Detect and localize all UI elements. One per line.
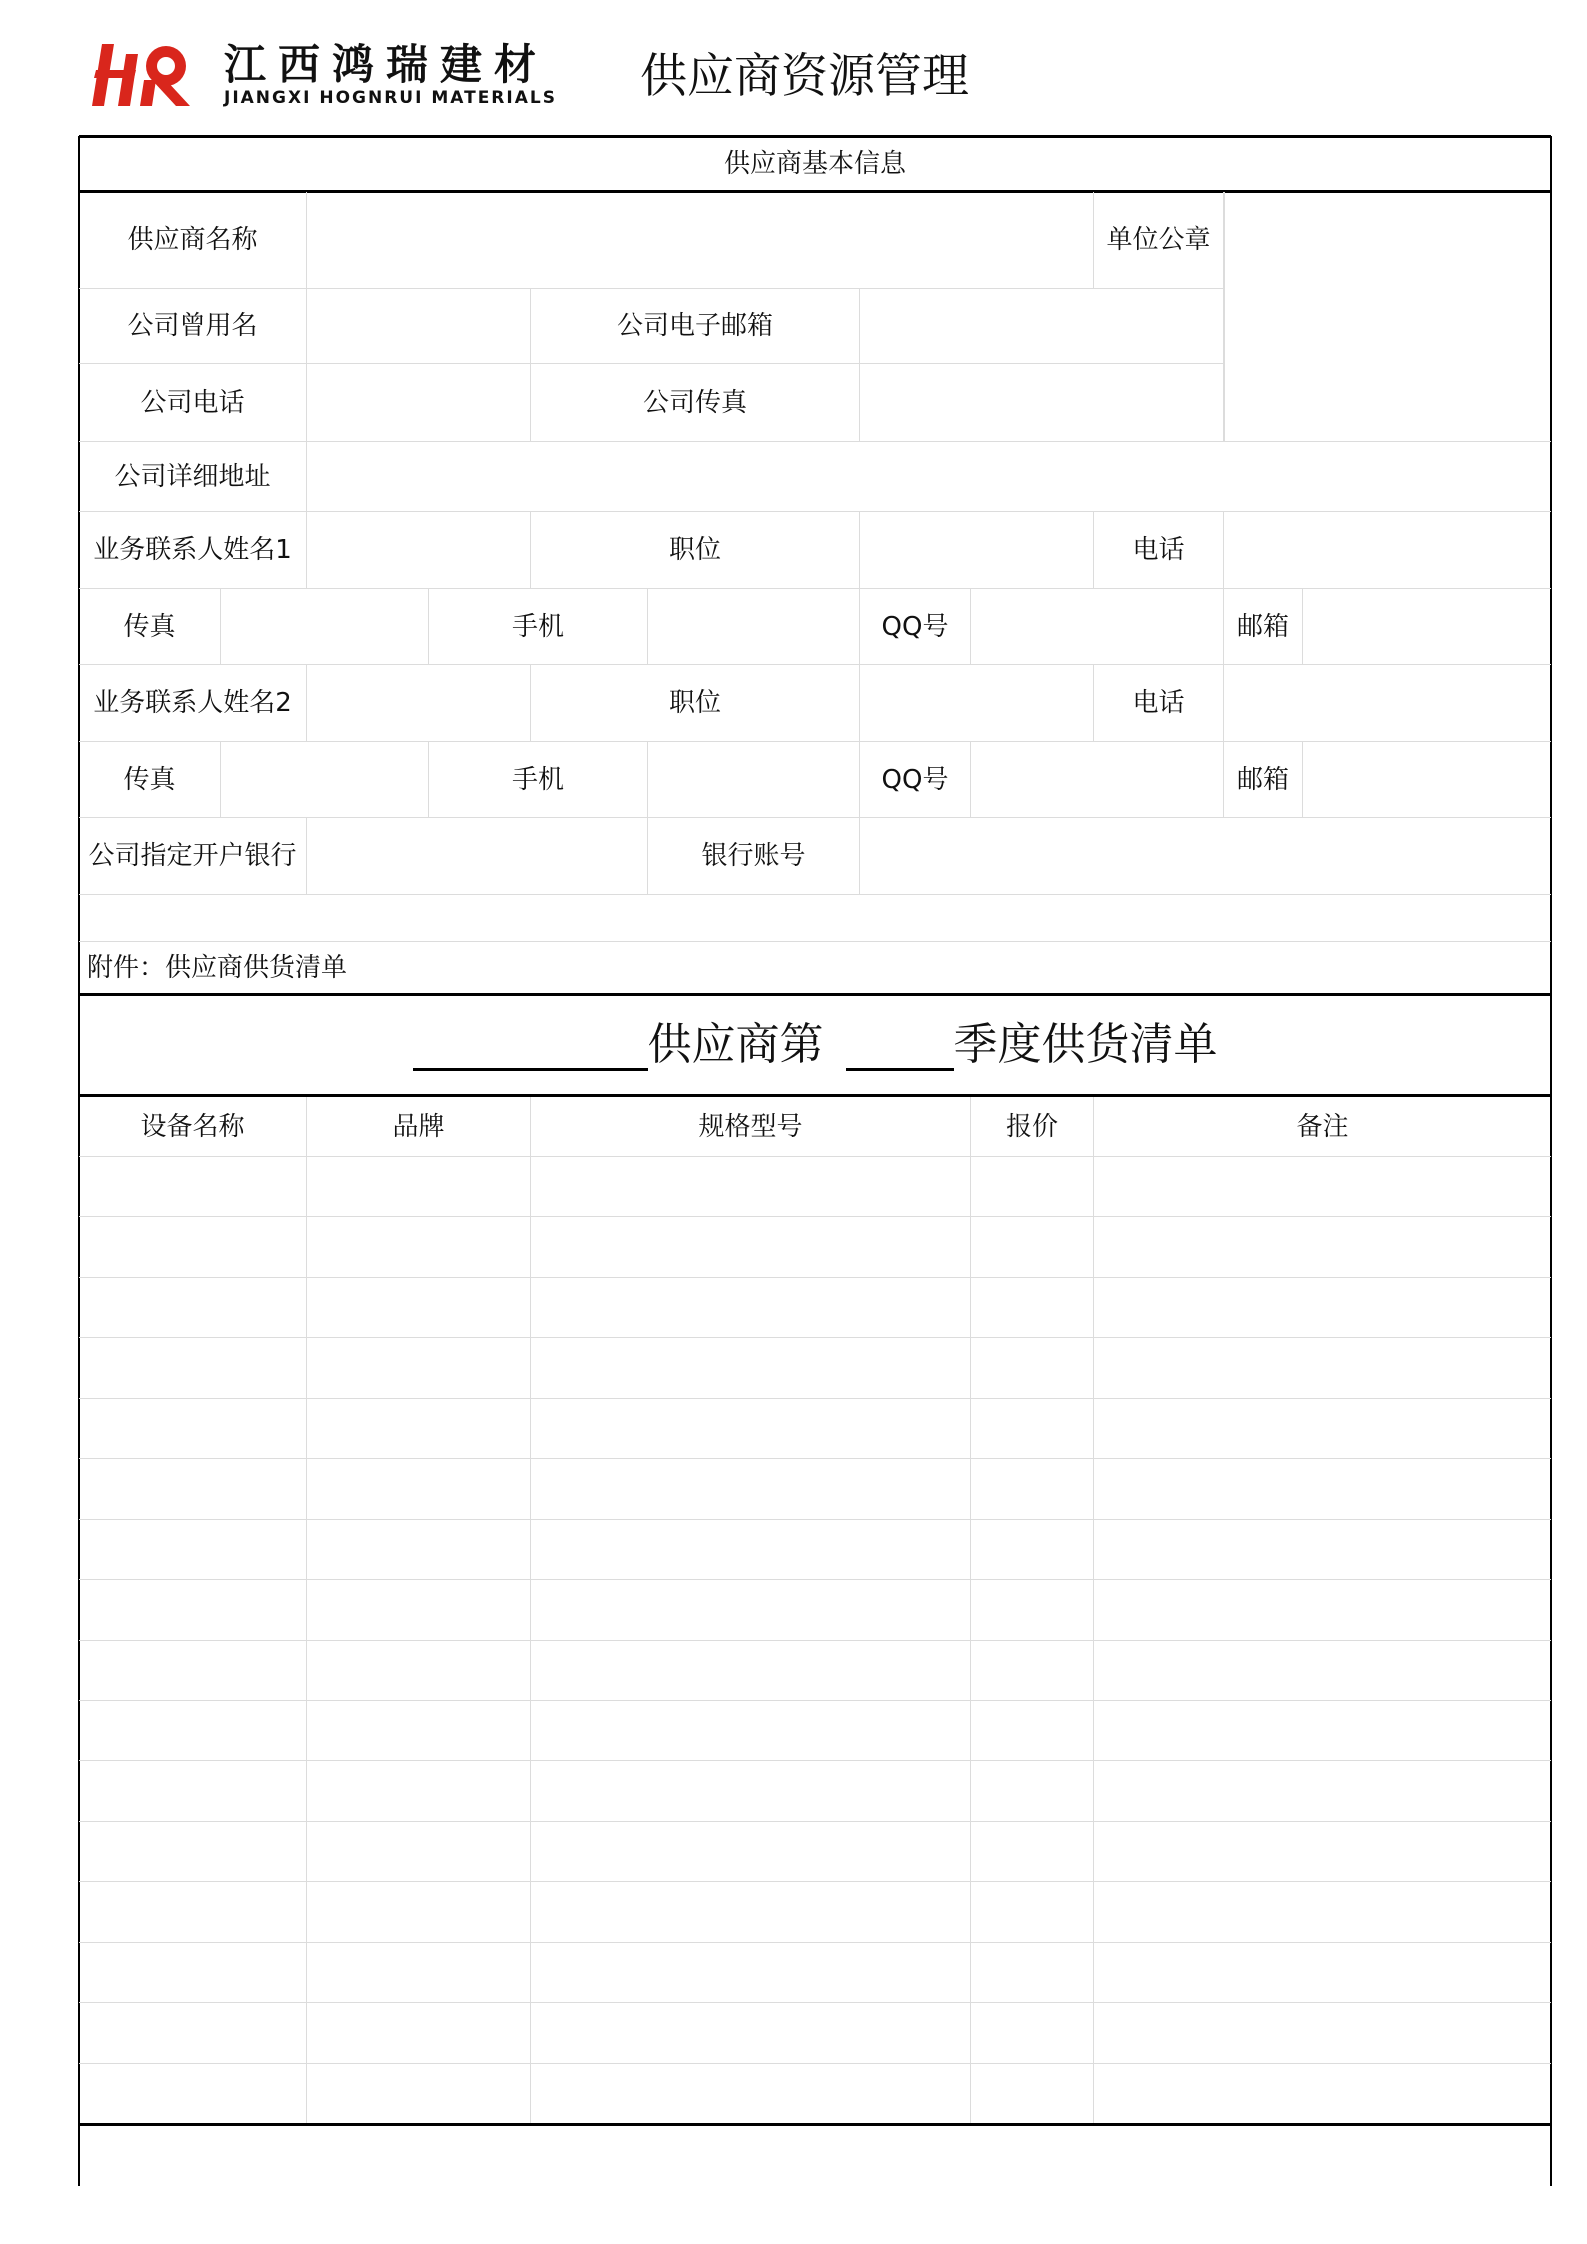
label-position: 职位	[531, 512, 860, 589]
cell-brand[interactable]	[307, 1882, 531, 1942]
cell-brand[interactable]	[307, 1701, 531, 1761]
label-qq: QQ号	[860, 742, 971, 818]
cell-brand[interactable]	[307, 1761, 531, 1821]
cell-spec-model[interactable]	[531, 1520, 971, 1580]
cell-spec-model[interactable]	[531, 1701, 971, 1761]
cell-spec-model[interactable]	[531, 1761, 971, 1821]
cell-remark[interactable]	[1094, 2003, 1551, 2063]
cell-equipment-name[interactable]	[79, 1399, 307, 1459]
cell-quote[interactable]	[971, 1761, 1094, 1821]
section-title: 供应商基本信息	[79, 136, 1551, 192]
label-bank: 公司指定开户银行	[79, 818, 307, 895]
cell-remark[interactable]	[1094, 1641, 1551, 1701]
cell-quote[interactable]	[971, 1580, 1094, 1640]
bank-field[interactable]	[307, 818, 648, 895]
cell-remark[interactable]	[1094, 1761, 1551, 1821]
cell-quote[interactable]	[971, 1217, 1094, 1277]
cell-quote[interactable]	[971, 1459, 1094, 1519]
cell-brand[interactable]	[307, 1157, 531, 1217]
company-fax-field[interactable]	[860, 364, 1224, 442]
logo-mark-icon	[92, 44, 204, 106]
cell-brand[interactable]	[307, 1278, 531, 1338]
label-former-name: 公司曾用名	[79, 289, 307, 364]
cell-spec-model[interactable]	[531, 1459, 971, 1519]
supply-list-title	[79, 994, 1551, 1095]
cell-equipment-name[interactable]	[79, 1278, 307, 1338]
company-phone-field[interactable]	[307, 364, 531, 442]
contact2-phone-field[interactable]	[1224, 665, 1551, 742]
cell-spec-model[interactable]	[531, 1943, 971, 2003]
cell-spec-model[interactable]	[531, 1822, 971, 1882]
cell-quote[interactable]	[971, 1822, 1094, 1882]
supplier-name-field[interactable]	[307, 192, 1094, 289]
cell-equipment-name[interactable]	[79, 2003, 307, 2063]
contact2-fax-field[interactable]	[221, 742, 429, 818]
cell-brand[interactable]	[307, 1580, 531, 1640]
label-email: 邮箱	[1224, 589, 1303, 665]
cell-remark[interactable]	[1094, 1278, 1551, 1338]
label-phone: 电话	[1094, 665, 1224, 742]
cell-spec-model[interactable]	[531, 1338, 971, 1398]
label-fax: 传真	[79, 742, 221, 818]
supplier-blank-line[interactable]	[413, 1018, 648, 1071]
contact1-mobile-field[interactable]	[648, 589, 860, 665]
cell-equipment-name[interactable]	[79, 1580, 307, 1640]
cell-quote[interactable]	[971, 1157, 1094, 1217]
cell-remark[interactable]	[1094, 1459, 1551, 1519]
cell-quote[interactable]	[971, 1520, 1094, 1580]
page-title: 供应商资源管理	[640, 49, 969, 104]
cell-equipment-name[interactable]	[79, 1882, 307, 1942]
label-company-fax: 公司传真	[531, 364, 860, 442]
cell-equipment-name[interactable]	[79, 1822, 307, 1882]
cell-quote[interactable]	[971, 1399, 1094, 1459]
cell-quote[interactable]	[971, 1701, 1094, 1761]
divider	[79, 2123, 1551, 2126]
column-header-brand: 品牌	[307, 1097, 531, 1157]
cell-equipment-name[interactable]	[79, 1217, 307, 1277]
cell-brand[interactable]	[307, 1943, 531, 2003]
cell-equipment-name[interactable]	[79, 1761, 307, 1821]
label-fax: 传真	[79, 589, 221, 665]
cell-brand[interactable]	[307, 1641, 531, 1701]
cell-spec-model[interactable]	[531, 1882, 971, 1942]
contact1-name-field[interactable]	[307, 512, 531, 589]
contact1-email-field[interactable]	[1303, 589, 1551, 665]
title-part2: 季度供货清单	[953, 1018, 1218, 1070]
cell-brand[interactable]	[307, 1399, 531, 1459]
address-field[interactable]	[307, 442, 1551, 512]
cell-equipment-name[interactable]	[79, 1338, 307, 1398]
column-header-quote: 报价	[971, 1097, 1094, 1157]
cell-equipment-name[interactable]	[79, 1701, 307, 1761]
company-email-field[interactable]	[860, 289, 1224, 364]
label-contact1: 业务联系人姓名1	[79, 512, 307, 589]
cell-brand[interactable]	[307, 2003, 531, 2063]
cell-quote[interactable]	[971, 1338, 1094, 1398]
cell-remark[interactable]	[1094, 2064, 1551, 2124]
cell-remark[interactable]	[1094, 1520, 1551, 1580]
company-logo	[92, 44, 204, 106]
quarter-blank-line[interactable]	[846, 1018, 954, 1071]
label-mobile: 手机	[429, 589, 648, 665]
label-address: 公司详细地址	[79, 442, 307, 512]
cell-brand[interactable]	[307, 2064, 531, 2124]
cell-remark[interactable]	[1094, 1822, 1551, 1882]
cell-spec-model[interactable]	[531, 2064, 971, 2124]
contact1-phone-field[interactable]	[1224, 512, 1551, 589]
cell-remark[interactable]	[1094, 1701, 1551, 1761]
cell-remark[interactable]	[1094, 1338, 1551, 1398]
cell-equipment-name[interactable]	[79, 1520, 307, 1580]
cell-remark[interactable]	[1094, 1580, 1551, 1640]
label-account: 银行账号	[648, 818, 860, 895]
cell-equipment-name[interactable]	[79, 1459, 307, 1519]
cell-brand[interactable]	[307, 1338, 531, 1398]
label-phone: 电话	[1094, 512, 1224, 589]
contact2-qq-field[interactable]	[971, 742, 1224, 818]
cell-remark[interactable]	[1094, 1217, 1551, 1277]
cell-spec-model[interactable]	[531, 1278, 971, 1338]
attachment-label: 附件：供应商供货清单	[87, 953, 348, 983]
cell-quote[interactable]	[971, 1882, 1094, 1942]
cell-quote[interactable]	[971, 2003, 1094, 2063]
blank-row	[79, 895, 1551, 942]
cell-brand[interactable]	[307, 1459, 531, 1519]
cell-equipment-name[interactable]	[79, 1157, 307, 1217]
column-header-spec-model: 规格型号	[531, 1097, 971, 1157]
cell-spec-model[interactable]	[531, 1399, 971, 1459]
column-header-remark: 备注	[1094, 1097, 1551, 1157]
cell-spec-model[interactable]	[531, 1157, 971, 1217]
contact2-mobile-field[interactable]	[648, 742, 860, 818]
label-mobile: 手机	[429, 742, 648, 818]
label-position: 职位	[531, 665, 860, 742]
label-company-phone: 公司电话	[79, 364, 307, 442]
cell-quote[interactable]	[971, 1641, 1094, 1701]
cell-remark[interactable]	[1094, 1399, 1551, 1459]
cell-equipment-name[interactable]	[79, 1943, 307, 2003]
cell-equipment-name[interactable]	[79, 2064, 307, 2124]
cell-quote[interactable]	[971, 2064, 1094, 2124]
cell-brand[interactable]	[307, 1822, 531, 1882]
cell-spec-model[interactable]	[531, 1641, 971, 1701]
cell-spec-model[interactable]	[531, 2003, 971, 2063]
column-header-equipment-name: 设备名称	[79, 1097, 307, 1157]
contact2-email-field[interactable]	[1303, 742, 1551, 818]
cell-brand[interactable]	[307, 1217, 531, 1277]
cell-spec-model[interactable]	[531, 1580, 971, 1640]
former-name-field[interactable]	[307, 289, 531, 364]
cell-spec-model[interactable]	[531, 1217, 971, 1277]
label-contact2: 业务联系人姓名2	[79, 665, 307, 742]
contact1-qq-field[interactable]	[971, 589, 1224, 665]
logo-chinese-text: 江西鸿瑞建材	[224, 40, 549, 89]
contact2-position-field[interactable]	[860, 665, 1094, 742]
label-qq: QQ号	[860, 589, 971, 665]
label-company-seal: 单位公章	[1094, 192, 1224, 289]
cell-quote[interactable]	[971, 1943, 1094, 2003]
contact1-fax-field[interactable]	[221, 589, 429, 665]
contact2-name-field[interactable]	[307, 665, 531, 742]
label-supplier-name: 供应商名称	[79, 192, 307, 289]
cell-quote[interactable]	[971, 1278, 1094, 1338]
cell-remark[interactable]	[1094, 1157, 1551, 1217]
contact1-position-field[interactable]	[860, 512, 1094, 589]
label-company-email: 公司电子邮箱	[531, 289, 860, 364]
account-field[interactable]	[860, 818, 1551, 895]
cell-remark[interactable]	[1094, 1882, 1551, 1942]
company-seal-area[interactable]	[1224, 192, 1551, 442]
cell-remark[interactable]	[1094, 1943, 1551, 2003]
title-part1: 供应商第	[647, 1018, 824, 1070]
label-email: 邮箱	[1224, 742, 1303, 818]
cell-equipment-name[interactable]	[79, 1641, 307, 1701]
logo-english-text: JIANGXI HOGNRUI MATERIALS	[224, 88, 557, 108]
cell-brand[interactable]	[307, 1520, 531, 1580]
